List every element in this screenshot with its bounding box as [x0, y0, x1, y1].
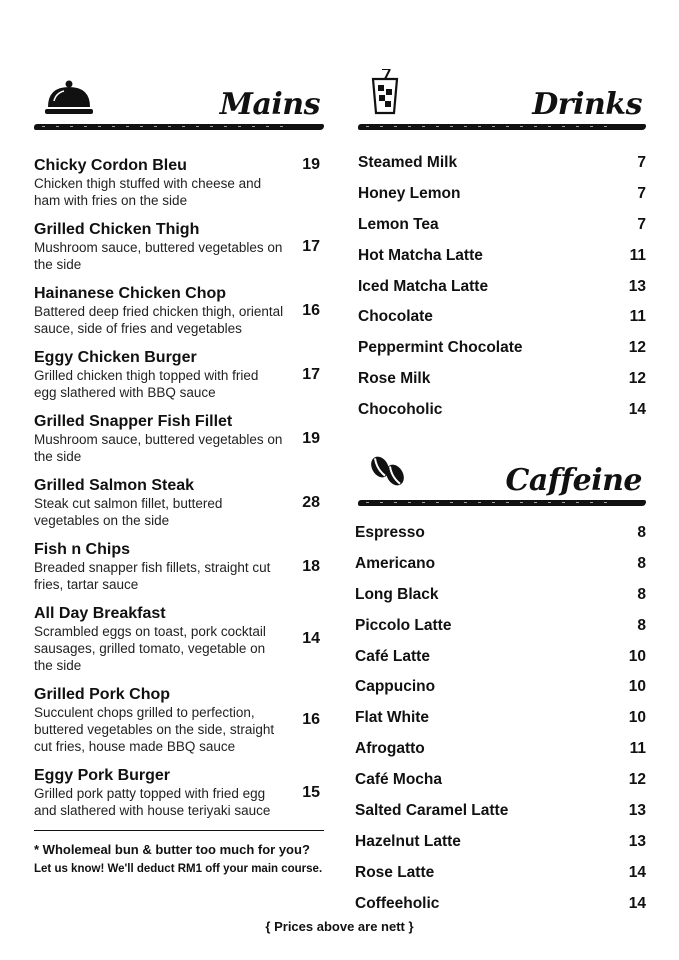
caffeine-header — [358, 446, 646, 506]
menu-item — [355, 833, 646, 864]
mains-section — [34, 70, 324, 877]
menu-item — [358, 339, 646, 370]
item-name: Long Black — [355, 585, 439, 603]
menu-item — [355, 524, 646, 555]
menu-item — [358, 401, 646, 432]
item-name: Afrogatto — [355, 740, 425, 758]
menu-item — [34, 412, 324, 465]
item-price: 14 — [628, 401, 646, 419]
item-price: 11 — [629, 308, 646, 326]
menu-item — [34, 604, 324, 674]
item-description: Succulent chops grilled to perfection, buttered vegetables on the side, straight cut fries, house made BBQ sauce — [34, 705, 275, 754]
menu-item — [358, 216, 646, 247]
drinks-list — [358, 154, 646, 432]
item-price: 13 — [628, 832, 646, 850]
item-price: 12 — [628, 771, 646, 789]
item-price: 14 — [628, 894, 646, 912]
item-name: Chocoholic — [358, 401, 443, 419]
iced-drink-icon — [370, 69, 400, 120]
item-name: Piccolo Latte — [355, 616, 452, 634]
menu-item — [34, 348, 324, 401]
menu-item — [355, 709, 646, 740]
menu-item — [358, 185, 646, 216]
item-price: 19 — [302, 156, 320, 173]
item-name: Grilled Chicken Thigh — [34, 221, 200, 238]
item-price: 19 — [302, 429, 320, 447]
item-price: 16 — [302, 301, 320, 319]
menu-item — [358, 370, 646, 401]
menu-item — [34, 476, 324, 529]
cloche-icon — [44, 79, 94, 122]
item-price: 12 — [628, 339, 646, 357]
item-name: Lemon Tea — [358, 215, 439, 233]
item-price: 10 — [628, 647, 646, 665]
drinks-divider — [358, 124, 646, 130]
menu-item — [355, 617, 646, 648]
menu-item — [34, 766, 324, 819]
menu-item — [34, 156, 324, 209]
menu-item — [355, 740, 646, 771]
item-description: Breaded snapper fish fillets, straight cut fries, tartar sauce — [34, 560, 271, 592]
item-description: Grilled chicken thigh topped with fried egg slathered with BBQ sauce — [34, 368, 259, 400]
item-name: Café Mocha — [355, 771, 442, 789]
menu-item — [355, 864, 646, 895]
item-price: 10 — [628, 709, 646, 727]
item-price: 13 — [628, 802, 646, 820]
menu-item — [355, 802, 646, 833]
item-description: Chicken thigh stuffed with cheese and ham with fries on the side — [34, 176, 262, 208]
mains-title: Mains — [219, 87, 320, 122]
menu-item — [355, 678, 646, 709]
note-divider — [34, 830, 324, 831]
item-name: All Day Breakfast — [34, 605, 166, 622]
item-name: Honey Lemon — [358, 184, 461, 202]
item-name: Hainanese Chicken Chop — [34, 285, 227, 302]
item-price: 15 — [302, 783, 320, 801]
item-price: 7 — [637, 184, 646, 202]
item-price: 8 — [637, 616, 646, 634]
bun-note: * Wholemeal bun & butter too much for you? — [34, 842, 310, 857]
menu-item — [34, 540, 324, 593]
menu-item — [355, 771, 646, 802]
item-description: Steak cut salmon fillet, buttered vegetables on the side — [34, 496, 223, 528]
drinks-section — [355, 70, 646, 926]
item-description: Scrambled eggs on toast, pork cocktail sausages, grilled tomato, vegetable on the side — [34, 624, 266, 673]
item-name: Cappucino — [355, 678, 436, 696]
item-name: Chicky Cordon Bleu — [34, 157, 187, 174]
item-price: 13 — [628, 277, 646, 295]
item-price: 10 — [628, 678, 646, 696]
drinks-header — [358, 70, 646, 130]
item-name: Coffeeholic — [355, 894, 440, 912]
item-price: 11 — [629, 246, 646, 264]
menu-item — [34, 220, 324, 273]
item-price: 8 — [637, 554, 646, 572]
item-description: Battered deep fried chicken thigh, oriental sauce, side of fries and vegetables — [34, 304, 284, 336]
mains-header — [34, 70, 324, 130]
item-name: Flat White — [355, 709, 430, 727]
item-name: Americano — [355, 554, 436, 572]
menu-item — [358, 247, 646, 278]
item-name: Rose Milk — [358, 370, 431, 388]
mains-divider — [34, 124, 324, 130]
item-price: 7 — [637, 215, 646, 233]
item-price: 17 — [302, 237, 320, 255]
item-price: 16 — [302, 711, 320, 728]
menu-item — [355, 555, 646, 586]
prices-nett-note: { Prices above are nett } — [265, 919, 414, 934]
caffeine-title: Caffeine — [505, 463, 642, 499]
menu-item — [358, 154, 646, 185]
menu-item — [34, 284, 324, 337]
item-price: 14 — [628, 863, 646, 881]
item-name: Hazelnut Latte — [355, 832, 461, 850]
caffeine-list — [355, 524, 646, 926]
item-name: Salted Caramel Latte — [355, 802, 509, 820]
item-price: 7 — [637, 154, 646, 171]
item-price: 12 — [628, 370, 646, 388]
item-name: Grilled Snapper Fish Fillet — [34, 413, 233, 430]
item-name: Eggy Chicken Burger — [34, 349, 197, 366]
item-price: 14 — [302, 630, 320, 647]
item-price: 8 — [637, 585, 646, 603]
item-description: Mushroom sauce, buttered vegetables on the side — [34, 432, 283, 464]
item-description: Grilled pork patty topped with fried egg and slathered with house teriyaki sauce — [34, 786, 271, 818]
item-name: Café Latte — [355, 647, 430, 665]
item-name: Rose Latte — [355, 863, 435, 881]
item-price: 18 — [302, 557, 320, 575]
deduction-note: Let us know! We'll deduct RM1 off your main course. — [34, 863, 323, 875]
item-price: 11 — [629, 740, 646, 758]
item-name: Grilled Salmon Steak — [34, 477, 195, 494]
menu-item — [34, 685, 324, 755]
item-name: Grilled Pork Chop — [34, 686, 171, 703]
caffeine-divider — [358, 500, 646, 506]
item-name: Fish n Chips — [34, 541, 130, 558]
menu-item — [358, 278, 646, 309]
item-price: 8 — [637, 524, 646, 542]
coffee-beans-icon — [368, 453, 408, 494]
item-price: 17 — [302, 365, 320, 383]
menu-item — [355, 586, 646, 617]
item-name: Espresso — [355, 524, 425, 542]
menu-item — [358, 308, 646, 339]
item-name: Peppermint Chocolate — [358, 339, 523, 357]
item-name: Chocolate — [358, 308, 433, 326]
menu-item — [355, 648, 646, 679]
item-name: Steamed Milk — [358, 154, 458, 171]
item-description: Mushroom sauce, buttered vegetables on the side — [34, 240, 283, 272]
item-price: 28 — [302, 493, 320, 511]
item-name: Hot Matcha Latte — [358, 246, 483, 264]
mains-list — [34, 156, 324, 819]
item-name: Iced Matcha Latte — [358, 277, 489, 295]
item-name: Eggy Pork Burger — [34, 767, 171, 784]
drinks-title: Drinks — [532, 87, 642, 122]
